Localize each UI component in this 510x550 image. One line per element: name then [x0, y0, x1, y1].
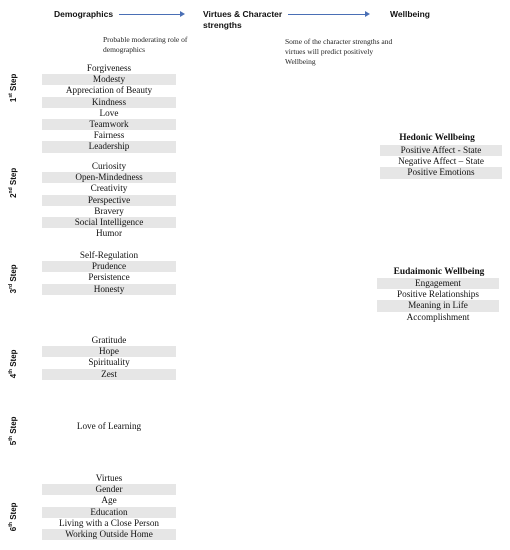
step-1-list [42, 63, 176, 153]
hedonic-wellbeing-title: Hedonic Wellbeing [399, 133, 475, 143]
list-item: Hope [42, 346, 176, 357]
list-item: Spirituality [88, 357, 130, 368]
step-4-list [42, 335, 176, 380]
list-item: Age [101, 495, 117, 506]
arrow-demographics-to-virtues [119, 14, 181, 15]
list-item: Positive Affect - State [380, 145, 502, 156]
list-item: Meaning in Life [377, 300, 499, 311]
list-item: Prudence [42, 261, 176, 272]
list-item: Teamwork [42, 119, 176, 130]
list-item: Gender [42, 484, 176, 495]
list-item: Persistence [88, 272, 130, 283]
list-item: Creativity [90, 183, 128, 194]
step-1-label: 1st Step [8, 73, 18, 103]
list-item: Perspective [42, 195, 176, 206]
note-moderating-role: Probable moderating role of demographics [103, 35, 188, 54]
header-demographics: Demographics [54, 9, 114, 19]
step-6-label: 6th Step [8, 502, 18, 532]
list-item: Working Outside Home [42, 529, 176, 540]
arrow-virtues-to-wellbeing [288, 14, 366, 15]
list-item: Love of Learning [76, 421, 142, 431]
list-item: Kindness [42, 97, 176, 108]
step-3-label: 3rd Step [8, 264, 18, 294]
list-item: Love [99, 107, 119, 118]
list-item: Bravery [94, 205, 124, 216]
list-item: Leadership [42, 141, 176, 152]
hedonic-wellbeing-list [380, 145, 502, 179]
list-item: Open-Mindedness [42, 172, 176, 183]
list-item: Modesty [42, 74, 176, 85]
list-item: Humor [95, 228, 123, 239]
header-wellbeing: Wellbeing [390, 9, 430, 19]
list-item: Zest [42, 369, 176, 380]
list-item: Social Intelligence [42, 217, 176, 228]
step-4-label: 4th Step [8, 349, 18, 379]
step-6-list [42, 473, 176, 540]
list-item: Curiosity [91, 161, 127, 171]
list-item: Self-Regulation [79, 250, 139, 260]
eudaimonic-wellbeing-list [377, 278, 499, 323]
list-item: Forgiveness [86, 63, 132, 73]
list-item: Virtues [95, 473, 123, 483]
step-3-list [42, 250, 176, 295]
step-5-label: 5th Step [8, 416, 18, 446]
list-item: Positive Emotions [380, 167, 502, 178]
note-predict-wellbeing: Some of the character strengths and virtues will predict positively Wellbeing [285, 37, 393, 66]
header-virtues: Virtues & Character strengths [203, 9, 283, 30]
list-item: Fairness [93, 130, 125, 141]
list-item: Living with a Close Person [58, 517, 160, 528]
list-item: Negative Affect – State [398, 156, 484, 167]
list-item: Gratitude [91, 335, 127, 345]
step-5-list [42, 421, 176, 432]
step-2-label: 2nd Step [8, 167, 18, 198]
list-item: Engagement [377, 278, 499, 289]
list-item: Positive Relationships [397, 289, 479, 300]
list-item: Education [42, 507, 176, 518]
list-item: Appreciation of Beauty [65, 85, 153, 96]
list-item: Honesty [42, 284, 176, 295]
list-item: Accomplishment [406, 311, 470, 322]
step-2-list [42, 161, 176, 239]
eudaimonic-wellbeing-title: Eudaimonic Wellbeing [393, 267, 485, 277]
